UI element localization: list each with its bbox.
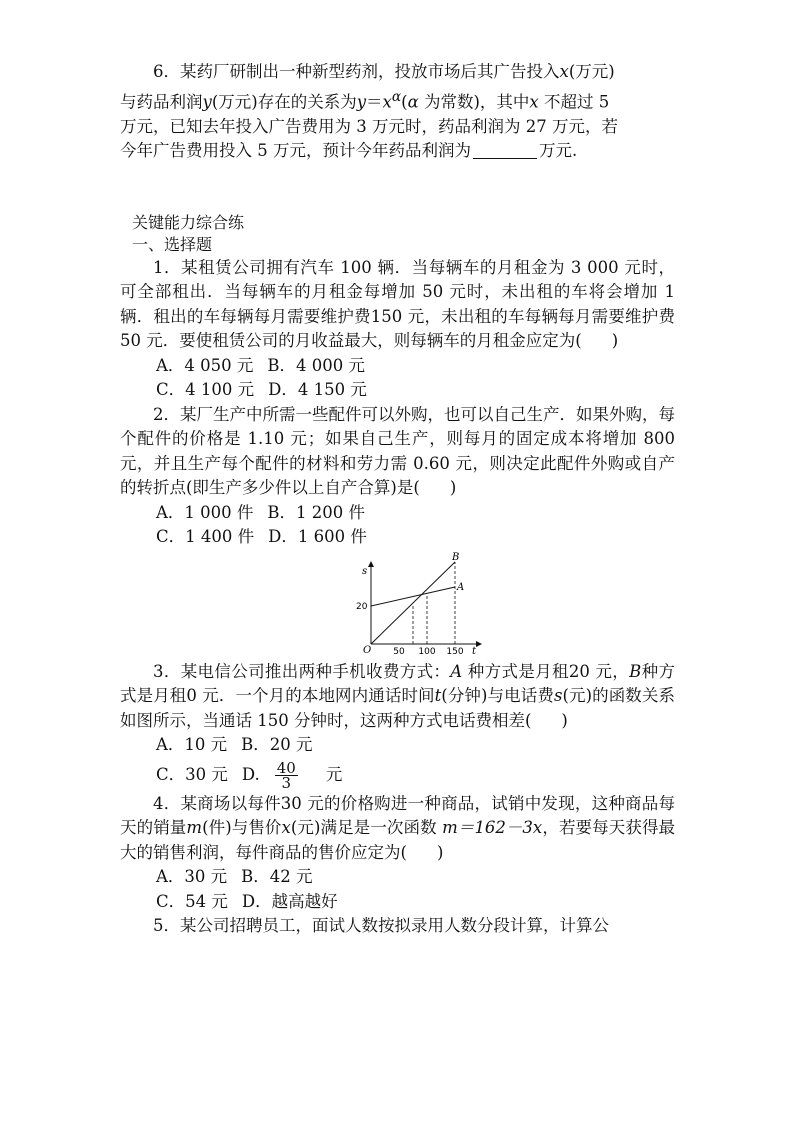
q1-option-a[interactable]: A．4 050 元 (156, 355, 254, 375)
q2-option-a[interactable]: A．1 000 件 (156, 502, 254, 522)
q2-option-b[interactable]: B．1 200 件 (267, 502, 366, 522)
y-tick-20: 20 (356, 601, 368, 612)
x-tick-100: 100 (418, 646, 436, 657)
q6-paragraph: 6．某药厂研制出一种新型药剂，投放市场后其广告投入x(万元) 与药品利润y(万元)存在的关系为$y=x^\alpha(\alpha$ 为常数)，其中x 不超过 5 万元，已知去年投入广告费用为 3 万元时，药品利润为 27 万元，若 今年广告费用投入 5 万元，预计今年药品利润为 万元. (120, 62, 618, 160)
q1-options-row-2 (120, 378, 675, 403)
section-subtitle: 一、选择题 (132, 234, 213, 254)
q3-option-d[interactable]: D. $\frac{40}{3}$ 元 (241, 758, 343, 792)
q4-option-b[interactable]: B．42 元 (241, 867, 313, 886)
q1-stem: 1．某租赁公司拥有汽车 100 辆．当每辆车的月租金为 3 000 元时，可全部租出．当每辆车的月租金每增加 50 元时，未出租的车将会增加 1 辆．租出的车每辆每月需要维护费150 元，未出租的车每辆每月需要维护费 50 元．要使租赁公司的月收益最大，则每辆车的月租金应定为( ) (120, 257, 675, 350)
line-a-label: A (457, 581, 465, 593)
q1-option-d[interactable]: D．4 150 元 (268, 380, 367, 399)
question-3 (120, 660, 675, 792)
question-6 (120, 60, 675, 164)
answer-blank[interactable] (473, 142, 537, 159)
q2-options-row-1 (120, 501, 675, 526)
question-4 (120, 792, 675, 915)
y-axis-arrow (368, 561, 374, 567)
q4-options-row-2 (120, 890, 675, 915)
fraction: $\frac{40}{3}$ (276, 758, 296, 792)
q3-options-row-2 (120, 758, 675, 792)
q3-option-c[interactable]: C．30 元 (156, 764, 228, 784)
q4-options-row-1 (120, 865, 675, 890)
q2-option-c[interactable]: C．1 400 件 (156, 527, 255, 546)
q1-options-row-1 (120, 354, 675, 379)
q4-option-d[interactable]: D．越高越好 (241, 891, 338, 911)
y-axis-label: s (362, 565, 368, 577)
q2-stem: 2．某厂生产中所需一些配件可以外购，也可以自己生产．如果外购，每个配件的价格是 1.10 元；如果自己生产，则每月的固定成本将增加 800 元，并且生产每个配件的材料和劳力需 0.60 元，则决定此配件外购或自产的转折点(即生产多少件以上自产合算)是( ) (120, 404, 675, 497)
q4-option-c[interactable]: C．54 元 (156, 891, 228, 911)
line-b-label: B (452, 551, 460, 563)
q5-stem: 5．某公司招聘员工，面试人数按拟录用人数分段计算，计算公 (153, 916, 609, 935)
line-graph (352, 551, 482, 657)
question-2 (120, 403, 675, 550)
x-tick-50: 50 (393, 646, 405, 657)
q3-figure (120, 551, 675, 657)
x-axis-label: t (472, 645, 477, 657)
q3-option-a[interactable]: A．10 元 (156, 735, 228, 754)
q1-option-c[interactable]: C．4 100 元 (156, 380, 255, 399)
q4-stem: 4．某商场以每件30 元的价格购进一种商品，试销中发现，这种商品每天的销量m(件)与售价x(元)满足是一次函数 m＝162－3x，若要每天获得最大的销售利润，每件商品的售价应定为( ) (120, 793, 676, 862)
origin-label: O (363, 644, 372, 656)
content-column (120, 60, 675, 939)
q3-stem: 3．某电信公司推出两种手机收费方式：A 种方式是月租20 元，B种方式是月租0 元．一个月的本地网内通话时间t(分钟)与电话费s(元)的函数关系如图所示，当通话 150 分钟时，这两种方式电话费相差( ) (120, 661, 676, 730)
q2-option-d[interactable]: D．1 600 件 (268, 527, 367, 546)
q3-option-b[interactable]: B．20 元 (241, 735, 313, 754)
question-5 (120, 914, 675, 939)
q1-option-b[interactable]: B．4 000 元 (267, 355, 366, 375)
q4-option-a[interactable]: A．30 元 (156, 867, 228, 886)
section-title: 关键能力综合练 (132, 212, 245, 232)
q2-options-row-2 (120, 525, 675, 550)
x-axis-arrow (476, 641, 482, 647)
q3-options-row-1 (120, 733, 675, 758)
x-tick-150: 150 (446, 646, 464, 657)
question-1 (120, 256, 675, 403)
